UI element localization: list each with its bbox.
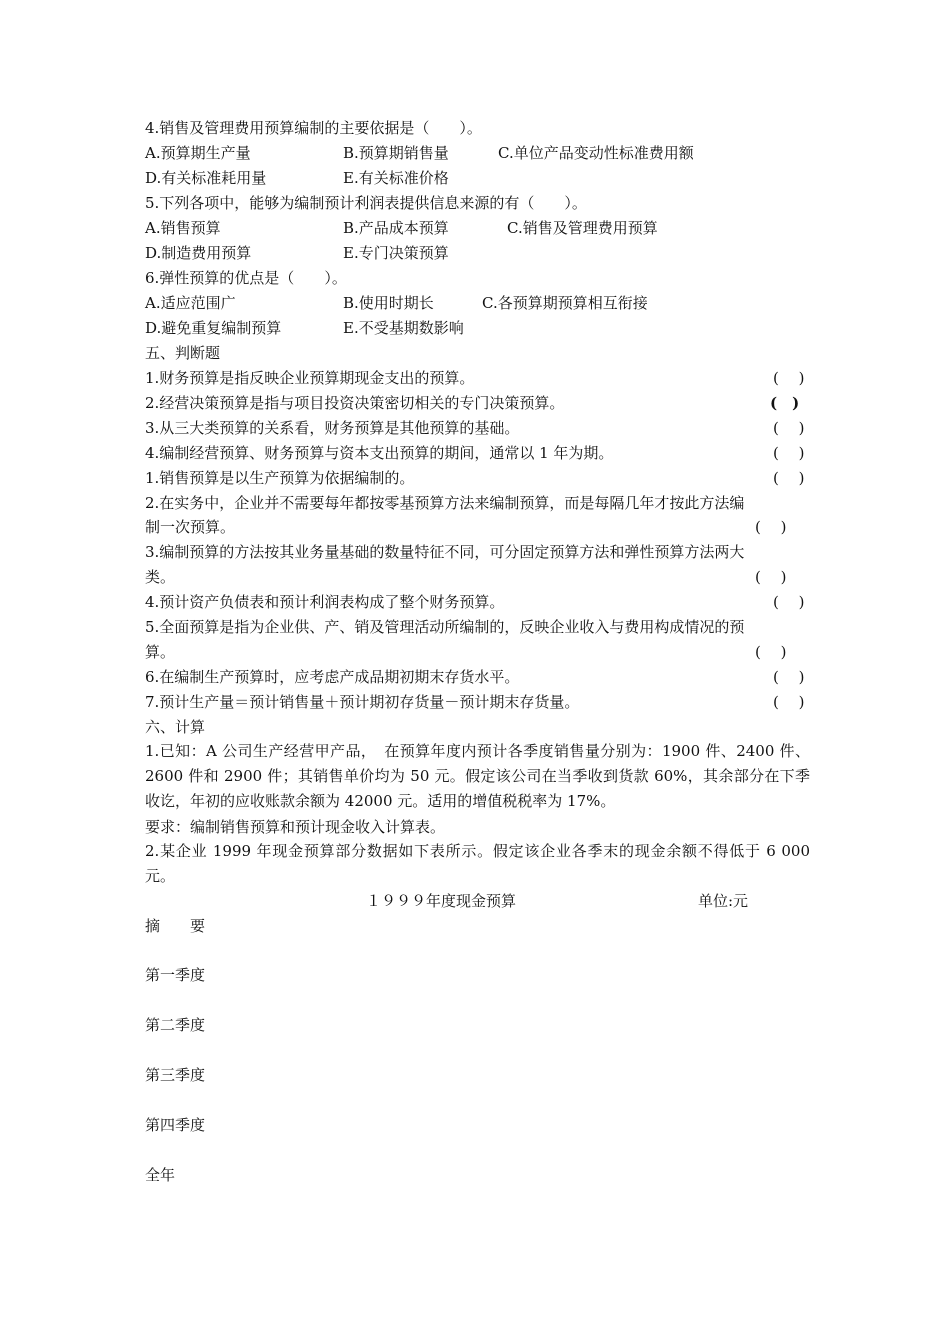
answer-paren: ( ) — [773, 668, 805, 686]
option-a: A.适应范围广 — [145, 294, 236, 312]
table-row-label: 第一季度 — [145, 966, 206, 984]
answer-paren: ( ) — [770, 394, 800, 412]
answer-paren: ( ) — [773, 469, 805, 487]
judge-item: 2.经营决策预算是指与项目投资决策密切相关的专门决策预算。 — [145, 394, 565, 412]
judge-item: 4.编制经营预算、财务预算与资本支出预算的期间，通常以 1 年为期。 — [145, 444, 614, 462]
section-heading-judge: 五、判断题 — [145, 344, 221, 362]
judge-item: 5.全面预算是指为企业供、产、销及管理活动所编制的，反映企业收入与费用构成情况的预 — [145, 618, 745, 636]
answer-paren: ( ) — [773, 444, 805, 462]
option-b: B.使用时期长 — [343, 294, 434, 312]
section-heading-calc: 六、计算 — [145, 718, 206, 736]
judge-item: 7.预计生产量＝预计销售量＋预计期初存货量－预计期末存货量。 — [145, 693, 580, 711]
answer-paren: ( ) — [755, 568, 787, 586]
option-c: C.各预算期预算相互衔接 — [482, 294, 648, 312]
option-a: A.预算期生产量 — [145, 144, 251, 162]
option-e: E.专门决策预算 — [343, 244, 449, 262]
judge-item: 1.财务预算是指反映企业预算期现金支出的预算。 — [145, 369, 475, 387]
option-b: B.预算期销售量 — [343, 144, 449, 162]
table-row-label: 第二季度 — [145, 1016, 206, 1034]
option-d: D.制造费用预算 — [145, 244, 252, 262]
answer-paren: ( ) — [755, 518, 787, 536]
answer-paren: ( ) — [755, 643, 787, 661]
option-c: C.单位产品变动性标准费用额 — [498, 144, 694, 162]
judge-item: 3.从三大类预算的关系看，财务预算是其他预算的基础。 — [145, 419, 520, 437]
calc-question-1: 1.已知：A 公司生产经营甲产品， 在预算年度内预计各季度销售量分别为：1900 件、2400 件、2600 件和 2900 件；其销售单价均为 50 元。假定该公司在当季收到货款 60%，其余部分在下季收讫，年初的应收账款余额为 42000 元。适用的增值税税率为 17%。 — [145, 742, 810, 810]
table-row-label: 第四季度 — [145, 1116, 206, 1134]
judge-item-cont: 类。 — [145, 568, 176, 586]
option-d: D.避免重复编制预算 — [145, 319, 282, 337]
answer-paren: ( ) — [773, 693, 805, 711]
table-row-label: 摘 要 — [145, 917, 206, 935]
answer-paren: ( ) — [773, 369, 805, 387]
judge-item: 6.在编制生产预算时，应考虑产成品期初期末存货水平。 — [145, 668, 520, 686]
answer-paren: ( ) — [773, 419, 805, 437]
judge-item: 2.在实务中，企业并不需要每年都按零基预算方法来编制预算，而是每隔几年才按此方法编 — [145, 494, 745, 512]
option-e: E.有关标准价格 — [343, 169, 449, 187]
option-b: B.产品成本预算 — [343, 219, 449, 237]
calc-question-2: 2.某企业 1999 年现金预算部分数据如下表所示。假定该企业各季末的现金余额不得低于 6 000 元。 — [145, 842, 810, 885]
table-row-label: 第三季度 — [145, 1066, 206, 1084]
question-6: 6.弹性预算的优点是（ ）。 — [145, 269, 347, 287]
option-d: D.有关标准耗用量 — [145, 169, 267, 187]
judge-item: 4.预计资产负债表和预计利润表构成了整个财务预算。 — [145, 593, 505, 611]
judge-item-cont: 制一次预算。 — [145, 518, 236, 536]
answer-paren: ( ) — [773, 593, 805, 611]
option-e: E.不受基期数影响 — [343, 319, 464, 337]
table-title: １９９９年度现金预算 — [366, 892, 517, 910]
judge-item: 1.销售预算是以生产预算为依据编制的。 — [145, 469, 415, 487]
judge-item: 3.编制预算的方法按其业务量基础的数量特征不同，可分固定预算方法和弹性预算方法两大 — [145, 543, 745, 561]
table-unit: 单位:元 — [698, 892, 749, 910]
option-c: C.销售及管理费用预算 — [507, 219, 658, 237]
judge-item-cont: 算。 — [145, 643, 176, 661]
question-5: 5.下列各项中，能够为编制预计利润表提供信息来源的有（ ）。 — [145, 194, 587, 212]
calc-requirement: 要求：编制销售预算和预计现金收入计算表。 — [145, 818, 446, 836]
question-4: 4.销售及管理费用预算编制的主要依据是（ ）。 — [145, 119, 482, 137]
option-a: A.销售预算 — [145, 219, 221, 237]
table-row-label: 全年 — [145, 1166, 176, 1184]
